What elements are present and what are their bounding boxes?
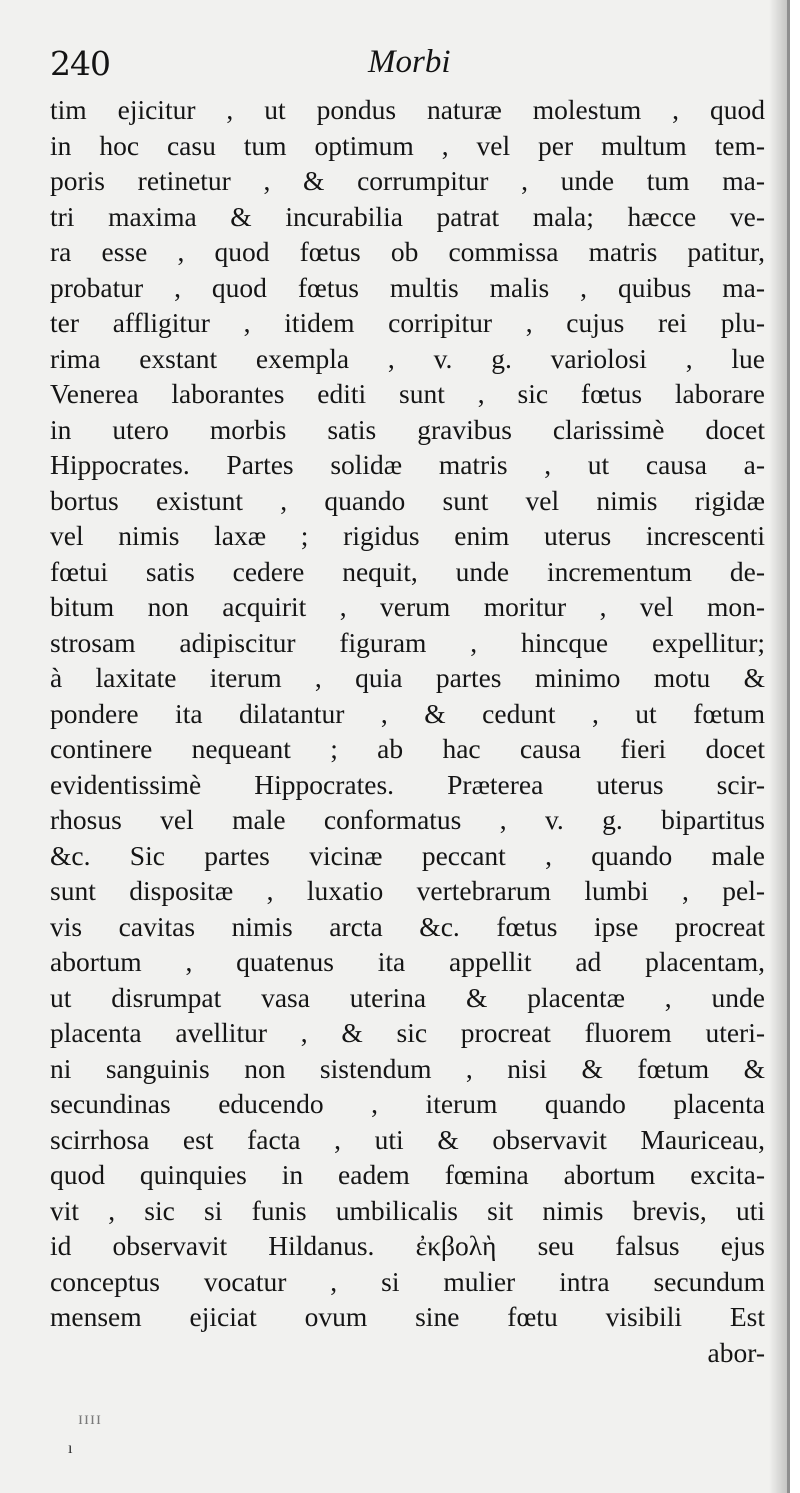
text-line: in hoc casu tum optimum , vel per multum tem- [50,129,765,161]
ink-speck: ı [68,1440,73,1457]
text-line: ut disrumpat vasa uterina & placentæ , unde [50,981,765,1013]
text-line: Venerea laborantes editi sunt , sic fœtus laborare [50,378,765,409]
text-line: tim ejicitur , ut pondus naturæ molestum , quod [50,94,765,125]
text-line: bortus existunt , quando sunt vel nimis rigidæ [50,484,765,516]
text-line: ra esse , quod fœtus ob commissa matris patitur, [50,236,765,267]
text-line: continere nequeant ; ab hac causa fieri docet [50,733,765,764]
text-line: sunt dispositæ , luxatio vertebrarum lumbi , pel- [50,875,765,906]
faint-page-mark: ɪɪɪɪ [78,1408,103,1428]
text-line: vel nimis laxæ ; rigidus enim uterus increscenti [50,520,765,551]
catchword: abor- [707,1336,765,1368]
page-header [50,44,770,84]
running-title: Morbi [368,44,451,80]
text-line: ter affligitur , itidem corripitur , cujus rei plu- [50,307,765,338]
text-line: mensem ejiciat ovum sine fœtu visibili Est [50,1301,765,1332]
text-line: placenta avellitur , & sic procreat fluorem uteri- [50,1017,765,1048]
text-line: rima exstant exempla , v. g. variolosi , lue [50,342,765,374]
text-line: &c. Sic partes vicinæ peccant , quando male [50,839,765,871]
page-edge-shadow [769,0,787,1493]
text-line: id observavit Hildanus. ἐκβολὴ seu falsus ejus [50,1230,765,1261]
text-line: abortum , quatenus ita appellit ad placentam, [50,946,765,977]
text-line: rhosus vel male conformatus , v. g. bipartitus [50,804,765,835]
text-line: scirrhosa est facta , uti & observavit Mauriceau, [50,1123,765,1155]
body-text [50,92,765,1370]
text-line: in utero morbis satis gravibus clarissimè docet [50,413,765,445]
text-line: quod quinquies in eadem fœmina abortum excita- [50,1159,765,1190]
text-line: poris retinetur , & corrumpitur , unde tum ma- [50,165,765,196]
text-line: à laxitate iterum , quia partes minimo motu & [50,662,765,693]
text-line: strosam adipiscitur figuram , hincque expellitur; [50,626,765,658]
text-line: Hippocrates. Partes solidæ matris , ut causa a- [50,449,765,480]
text-line: secundinas educendo , iterum quando placenta [50,1088,765,1119]
text-line: bitum non acquirit , verum moritur , vel mon- [50,591,765,622]
page-number: 240 [50,44,110,83]
text-line: probatur , quod fœtus multis malis , quibus ma- [50,271,765,303]
text-line: vit , sic si funis umbilicalis sit nimis brevis, uti [50,1194,765,1226]
text-line: pondere ita dilatantur , & cedunt , ut fœtum [50,697,765,729]
text-line: tri maxima & incurabilia patrat mala; hæcce ve- [50,200,765,232]
text-line: ni sanguinis non sistendum , nisi & fœtum & [50,1052,765,1084]
text-line: evidentissimè Hippocrates. Præterea uterus scir- [50,768,765,800]
text-line: vis cavitas nimis arcta &c. fœtus ipse procreat [50,910,765,942]
text-line: conceptus vocatur , si mulier intra secundum [50,1265,765,1297]
text-line: fœtui satis cedere nequit, unde incrementum de- [50,555,765,587]
